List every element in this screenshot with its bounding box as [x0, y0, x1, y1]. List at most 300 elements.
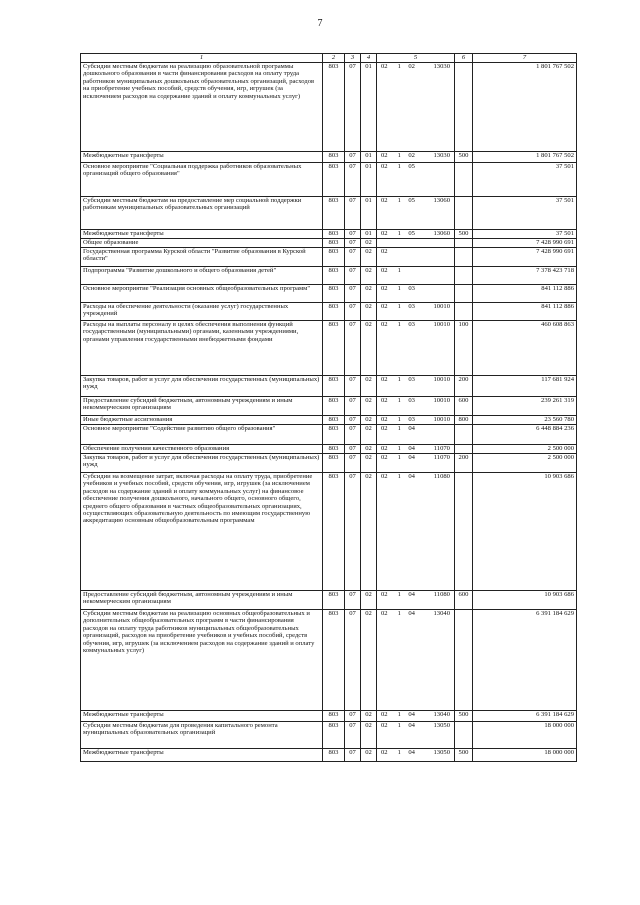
subsection-code: 02: [361, 303, 377, 321]
target-article-parts: [379, 152, 452, 159]
section-code: 07: [345, 610, 361, 711]
subsection-code: 02: [361, 416, 377, 425]
expense-type-code: 500: [455, 711, 473, 722]
target-article-part: 1: [397, 610, 401, 617]
target-article-part: 03: [408, 416, 415, 423]
table-row: [81, 749, 577, 762]
row-name: Субсидии местным бюджетам на реализацию основных общеобразовательных и дополнительных общеобразовательных программ в части финансирования расходов на оплату труда работников муниципальных общеобразовательных организаций, расходов на приобретение учебников и учебных пособий, средств обучения, игр, игрушек (за исключением расходов на содержание зданий и оплату коммунальных услуг): [81, 610, 323, 711]
row-name: Иные бюджетные ассигнования: [81, 416, 323, 425]
section-code: 07: [345, 425, 361, 445]
amount: 1 801 767 502: [473, 63, 577, 152]
section-code: 07: [345, 591, 361, 610]
target-article-part: 13050: [433, 722, 450, 729]
target-article-part: 13040: [433, 711, 450, 718]
amount: 6 448 884 236: [473, 425, 577, 445]
target-article-part: [420, 248, 450, 255]
target-article-code: [377, 610, 455, 711]
row-name: Субсидии местным бюджетам для проведения капитального ремонта муниципальных образовательных организаций: [81, 722, 323, 749]
table-row: [81, 416, 577, 425]
table-row: [81, 248, 577, 267]
target-article-part: 02: [381, 230, 388, 237]
target-article-part: 02: [408, 152, 415, 159]
expense-type-code: 600: [455, 591, 473, 610]
table-row: [81, 722, 577, 749]
ministry-code: 803: [323, 749, 345, 762]
target-article-part: 10010: [433, 321, 450, 328]
target-article-part: 02: [381, 445, 388, 452]
target-article-parts: [379, 163, 452, 170]
target-article-code: [377, 267, 455, 285]
target-article-part: 04: [408, 749, 415, 756]
target-article-part: 02: [381, 152, 388, 159]
target-article-parts: [379, 303, 452, 310]
target-article-part: 02: [381, 711, 388, 718]
amount: 460 608 863: [473, 321, 577, 376]
ministry-code: 803: [323, 197, 345, 230]
target-article-code: [377, 163, 455, 197]
target-article-part: 03: [408, 303, 415, 310]
target-article-code: [377, 473, 455, 591]
target-article-part: 02: [381, 285, 388, 292]
target-article-parts: [379, 749, 452, 756]
expense-type-code: 800: [455, 416, 473, 425]
budget-table: [80, 53, 577, 762]
target-article-parts: [379, 711, 452, 718]
subsection-code: 02: [361, 610, 377, 711]
target-article-part: 05: [408, 197, 415, 204]
section-code: 07: [345, 454, 361, 473]
subsection-code: 01: [361, 197, 377, 230]
target-article-part: 02: [381, 197, 388, 204]
target-article-part: 04: [408, 711, 415, 718]
ministry-code: 803: [323, 711, 345, 722]
amount: 841 112 886: [473, 285, 577, 303]
target-article-part: 03: [408, 376, 415, 383]
amount: 10 903 686: [473, 591, 577, 610]
ministry-code: 803: [323, 163, 345, 197]
target-article-code: [377, 416, 455, 425]
target-article-part: 04: [408, 473, 415, 480]
table-row: [81, 267, 577, 285]
target-article-part: 13060: [433, 197, 450, 204]
target-article-part: 1: [397, 722, 401, 729]
target-article-part: 02: [381, 425, 388, 432]
row-name: Межбюджетные трансферты: [81, 749, 323, 762]
row-name: Расходы на выплаты персоналу в целях обеспечения выполнения функций государственными (муниципальными) органами, казенными учреждениями, органами управления государственными внебюджетными фондами: [81, 321, 323, 376]
expense-type-code: 500: [455, 230, 473, 239]
target-article-part: 03: [408, 285, 415, 292]
target-article-part: 03: [408, 397, 415, 404]
target-article-part: 02: [381, 248, 388, 255]
table-row: [81, 285, 577, 303]
ministry-code: 803: [323, 152, 345, 163]
header-cell-6: 6: [455, 54, 473, 63]
target-article-part: 13030: [433, 63, 450, 70]
section-code: 07: [345, 445, 361, 454]
row-name: Расходы на обеспечение деятельности (оказание услуг) государственных учреждений: [81, 303, 323, 321]
section-code: 07: [345, 397, 361, 416]
target-article-code: [377, 321, 455, 376]
amount: 841 112 886: [473, 303, 577, 321]
header-cell-2: 2: [323, 54, 345, 63]
target-article-code: [377, 749, 455, 762]
table-row: [81, 445, 577, 454]
row-name: Межбюджетные трансферты: [81, 230, 323, 239]
expense-type-code: [455, 248, 473, 267]
target-article-code: [377, 230, 455, 239]
section-code: 07: [345, 416, 361, 425]
subsection-code: 02: [361, 285, 377, 303]
target-article-part: 04: [408, 425, 415, 432]
target-article-part: 1: [397, 416, 401, 423]
amount: 2 500 000: [473, 454, 577, 473]
target-article-parts: [379, 63, 452, 70]
ministry-code: 803: [323, 285, 345, 303]
target-article-code: [377, 376, 455, 397]
target-article-code: [377, 285, 455, 303]
target-article-code: [377, 397, 455, 416]
ministry-code: 803: [323, 473, 345, 591]
subsection-code: 02: [361, 445, 377, 454]
target-article-part: 02: [381, 303, 388, 310]
target-article-part: 13050: [433, 749, 450, 756]
page-number: 7: [317, 18, 323, 29]
expense-type-code: [455, 267, 473, 285]
expense-type-code: [455, 285, 473, 303]
expense-type-code: [455, 445, 473, 454]
target-article-part: [420, 267, 450, 274]
section-code: 07: [345, 711, 361, 722]
subsection-code: 02: [361, 248, 377, 267]
target-article-part: 04: [408, 591, 415, 598]
expense-type-code: [455, 197, 473, 230]
target-article-part: 1: [397, 711, 401, 718]
target-article-parts: [379, 248, 452, 255]
ministry-code: 803: [323, 416, 345, 425]
target-article-part: 11070: [433, 454, 450, 461]
target-article-part: 02: [381, 749, 388, 756]
section-code: 07: [345, 239, 361, 248]
target-article-part: 1: [397, 152, 401, 159]
header-cell-4: 4: [361, 54, 377, 63]
subsection-code: 02: [361, 749, 377, 762]
target-article-part: [406, 248, 418, 255]
section-code: 07: [345, 303, 361, 321]
target-article-part: 10010: [433, 397, 450, 404]
target-article-part: 02: [381, 63, 388, 70]
table-row: [81, 230, 577, 239]
target-article-part: 04: [408, 722, 415, 729]
row-name: Основное мероприятие "Содействие развитию общего образования": [81, 425, 323, 445]
subsection-code: 02: [361, 376, 377, 397]
table-header-row: [81, 54, 577, 63]
ministry-code: 803: [323, 425, 345, 445]
subsection-code: 02: [361, 473, 377, 591]
target-article-parts: [379, 722, 452, 729]
ministry-code: 803: [323, 239, 345, 248]
amount: 6 391 184 629: [473, 610, 577, 711]
header-cell-1: 1: [81, 54, 323, 63]
expense-type-code: [455, 473, 473, 591]
subsection-code: 02: [361, 454, 377, 473]
target-article-part: 04: [408, 445, 415, 452]
target-article-part: 05: [408, 163, 415, 170]
target-article-part: 1: [397, 473, 401, 480]
subsection-code: 02: [361, 267, 377, 285]
section-code: 07: [345, 749, 361, 762]
target-article-part: 02: [381, 416, 388, 423]
row-name: Субсидии местным бюджетам на реализацию образовательной программы дошкольного образования в части финансирования расходов на оплату труда работников муниципальных дошкольных образовательных организаций, расходов на приобретение учебных пособий, средств обучения, игр, игрушек (за исключением расходов на содержание зданий и оплату коммунальных услуг): [81, 63, 323, 152]
row-name: Обеспечение получения качественного образования: [81, 445, 323, 454]
row-name: Субсидии на возмещение затрат, включая расходы на оплату труда, приобретение учебников и учебных пособий, средств обучения, игр, игрушек (за исключением расходов на содержание зданий и оплату коммунальных услуг) на финансовое обеспечение получения дошкольного, начального общего, основного общего, среднего общего образования в частных общеобразовательных организациях, осуществляющих образовательную деятельность по имеющим государственную аккредитацию основным общеобразовательным программам: [81, 473, 323, 591]
target-article-part: [420, 425, 450, 432]
target-article-part: 02: [381, 376, 388, 383]
expense-type-code: 500: [455, 749, 473, 762]
amount: 18 000 000: [473, 722, 577, 749]
amount: 18 000 000: [473, 749, 577, 762]
section-code: 07: [345, 152, 361, 163]
table-row: [81, 239, 577, 248]
expense-type-code: 100: [455, 321, 473, 376]
target-article-part: 02: [381, 267, 388, 274]
target-article-code: [377, 711, 455, 722]
target-article-part: 10010: [433, 416, 450, 423]
section-code: 07: [345, 230, 361, 239]
expense-type-code: [455, 163, 473, 197]
section-code: 07: [345, 473, 361, 591]
table-row: [81, 197, 577, 230]
target-article-code: [377, 248, 455, 267]
ministry-code: 803: [323, 722, 345, 749]
ministry-code: 803: [323, 445, 345, 454]
amount: 6 391 184 629: [473, 711, 577, 722]
section-code: 07: [345, 285, 361, 303]
target-article-part: 1: [397, 321, 401, 328]
target-article-part: 02: [381, 610, 388, 617]
target-article-part: [420, 163, 450, 170]
row-name: Основное мероприятие "Реализация основных общеобразовательных программ": [81, 285, 323, 303]
amount: 37 501: [473, 230, 577, 239]
section-code: 07: [345, 248, 361, 267]
table-row: [81, 610, 577, 711]
target-article-part: 11080: [433, 591, 450, 598]
ministry-code: 803: [323, 397, 345, 416]
target-article-part: 02: [408, 63, 415, 70]
section-code: 07: [345, 722, 361, 749]
target-article-code: [377, 591, 455, 610]
row-name: Закупка товаров, работ и услуг для обеспечения государственных (муниципальных) нужд: [81, 376, 323, 397]
target-article-part: 02: [381, 163, 388, 170]
target-article-part: 05: [408, 230, 415, 237]
ministry-code: 803: [323, 230, 345, 239]
subsection-code: 01: [361, 63, 377, 152]
target-article-part: 02: [381, 454, 388, 461]
amount: 117 681 924: [473, 376, 577, 397]
target-article-part: 1: [397, 303, 401, 310]
target-article-part: 02: [381, 321, 388, 328]
amount: 1 801 767 502: [473, 152, 577, 163]
ministry-code: 803: [323, 303, 345, 321]
target-article-part: 11080: [433, 473, 450, 480]
section-code: 07: [345, 197, 361, 230]
target-article-parts: [379, 376, 452, 383]
ministry-code: 803: [323, 63, 345, 152]
header-cell-3: 3: [345, 54, 361, 63]
row-name: Общее образование: [81, 239, 323, 248]
subsection-code: 02: [361, 591, 377, 610]
subsection-code: 02: [361, 239, 377, 248]
table-row: [81, 425, 577, 445]
expense-type-code: 600: [455, 397, 473, 416]
table-row: [81, 711, 577, 722]
target-article-part: 02: [381, 473, 388, 480]
target-article-parts: [379, 425, 452, 432]
target-article-parts: [379, 445, 452, 452]
expense-type-code: [455, 425, 473, 445]
table-row: [81, 473, 577, 591]
target-article-part: 02: [381, 591, 388, 598]
table-row: [81, 303, 577, 321]
target-article-part: [406, 267, 418, 274]
target-article-part: 1: [397, 397, 401, 404]
target-article-parts: [379, 267, 452, 274]
target-article-parts: [379, 454, 452, 461]
target-article-part: 1: [397, 63, 401, 70]
target-article-code: [377, 445, 455, 454]
target-article-part: 1: [397, 454, 401, 461]
target-article-code: [377, 722, 455, 749]
header-cell-7: 7: [473, 54, 577, 63]
subsection-code: 01: [361, 230, 377, 239]
amount: 23 560 780: [473, 416, 577, 425]
target-article-parts: [379, 285, 452, 292]
target-article-code: [377, 152, 455, 163]
target-article-parts: [379, 591, 452, 598]
target-article-part: 1: [397, 267, 401, 274]
subsection-code: 02: [361, 397, 377, 416]
expense-type-code: [455, 722, 473, 749]
target-article-part: 13030: [433, 152, 450, 159]
expense-type-code: [455, 239, 473, 248]
section-code: 07: [345, 267, 361, 285]
target-article-part: 1: [397, 376, 401, 383]
expense-type-code: [455, 610, 473, 711]
target-article-part: 10010: [433, 303, 450, 310]
amount: 37 501: [473, 197, 577, 230]
ministry-code: 803: [323, 610, 345, 711]
target-article-part: 10010: [433, 376, 450, 383]
target-article-code: [377, 197, 455, 230]
header-cell-5: 5: [377, 54, 455, 63]
target-article-code: [377, 63, 455, 152]
ministry-code: 803: [323, 376, 345, 397]
target-article-part: 04: [408, 454, 415, 461]
subsection-code: 02: [361, 711, 377, 722]
target-article-code: [377, 239, 455, 248]
table-row: [81, 152, 577, 163]
amount: 7 378 423 718: [473, 267, 577, 285]
expense-type-code: 200: [455, 454, 473, 473]
target-article-part: 1: [397, 425, 401, 432]
row-name: Межбюджетные трансферты: [81, 152, 323, 163]
target-article-part: 1: [397, 445, 401, 452]
target-article-parts: [379, 397, 452, 404]
section-code: 07: [345, 163, 361, 197]
target-article-part: 13040: [433, 610, 450, 617]
target-article-parts: [379, 610, 452, 617]
target-article-parts: [379, 416, 452, 423]
amount: 7 428 990 691: [473, 239, 577, 248]
amount: 239 261 319: [473, 397, 577, 416]
expense-type-code: 500: [455, 152, 473, 163]
amount: 37 501: [473, 163, 577, 197]
ministry-code: 803: [323, 591, 345, 610]
amount: 2 500 000: [473, 445, 577, 454]
table-row: [81, 163, 577, 197]
expense-type-code: [455, 303, 473, 321]
target-article-part: 1: [397, 749, 401, 756]
table-row: [81, 591, 577, 610]
target-article-part: 1: [397, 285, 401, 292]
target-article-part: 11070: [433, 445, 450, 452]
target-article-part: 1: [397, 591, 401, 598]
subsection-code: 02: [361, 722, 377, 749]
target-article-code: [377, 303, 455, 321]
section-code: 07: [345, 321, 361, 376]
table-row: [81, 454, 577, 473]
target-article-code: [377, 425, 455, 445]
target-article-part: 04: [408, 610, 415, 617]
expense-type-code: [455, 63, 473, 152]
ministry-code: 803: [323, 321, 345, 376]
table-row: [81, 63, 577, 152]
subsection-code: 01: [361, 152, 377, 163]
row-name: Государственная программа Курской области "Развитие образования в Курской области": [81, 248, 323, 267]
target-article-part: 1: [397, 197, 401, 204]
target-article-part: 02: [381, 722, 388, 729]
subsection-code: 02: [361, 321, 377, 376]
table-row: [81, 321, 577, 376]
target-article-parts: [379, 230, 452, 237]
target-article-parts: [379, 197, 452, 204]
row-name: Основное мероприятие "Социальная поддержка работников образовательных организаций общего образования": [81, 163, 323, 197]
budget-table-body: [81, 54, 577, 762]
table-row: [81, 397, 577, 416]
amount: 10 903 686: [473, 473, 577, 591]
row-name: Закупка товаров, работ и услуг для обеспечения государственных (муниципальных) нужд: [81, 454, 323, 473]
row-name: Субсидии местным бюджетам на предоставление мер социальной поддержки работникам муниципальных образовательных организаций: [81, 197, 323, 230]
row-name: Предоставление субсидий бюджетным, автономным учреждениям и иным некоммерческим организациям: [81, 397, 323, 416]
target-article-parts: [379, 473, 452, 480]
target-article-part: 1: [397, 163, 401, 170]
target-article-part: 02: [381, 397, 388, 404]
amount: 7 428 990 691: [473, 248, 577, 267]
target-article-parts: [379, 321, 452, 328]
table-row: [81, 376, 577, 397]
row-name: Предоставление субсидий бюджетным, автономным учреждениям и иным некоммерческим организациям: [81, 591, 323, 610]
target-article-part: [395, 248, 403, 255]
expense-type-code: 200: [455, 376, 473, 397]
ministry-code: 803: [323, 454, 345, 473]
section-code: 07: [345, 376, 361, 397]
section-code: 07: [345, 63, 361, 152]
target-article-part: 03: [408, 321, 415, 328]
row-name: Межбюджетные трансферты: [81, 711, 323, 722]
ministry-code: 803: [323, 248, 345, 267]
row-name: Подпрограмма "Развитие дошкольного и общего образования детей": [81, 267, 323, 285]
target-article-part: 1: [397, 230, 401, 237]
target-article-part: [420, 285, 450, 292]
